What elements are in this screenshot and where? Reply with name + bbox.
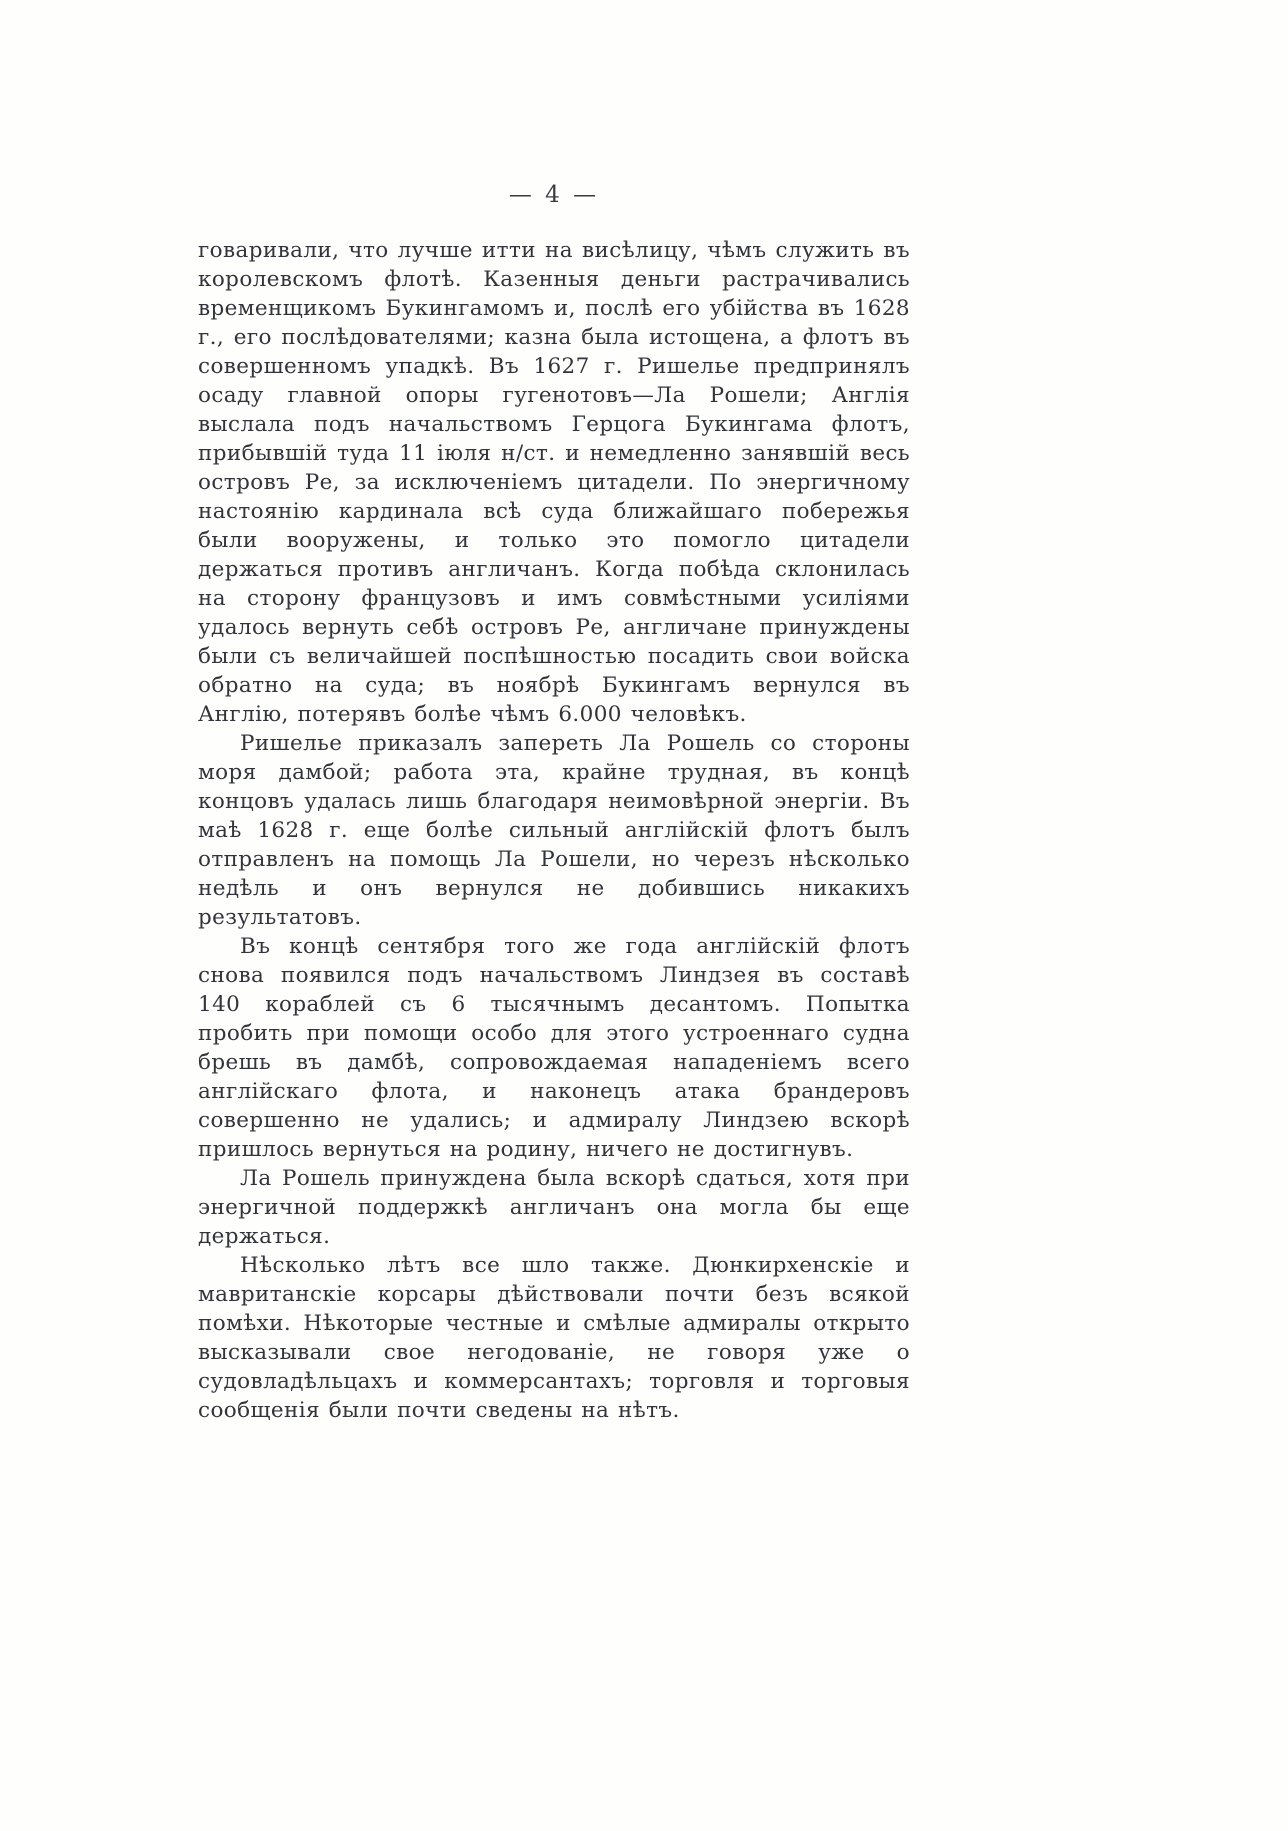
paragraph: Нѣсколько лѣтъ все шло также. Дюнкирхенскіе и мавританскіе корсары дѣйствовали почти безъ всякой помѣхи. Нѣкоторые честные и смѣлые адмиралы открыто высказывали свое негодованіе, не говоря уже о судовладѣльцахъ и коммерсантахъ; торговля и торговыя сообщенія были почти сведены на нѣтъ. — [198, 1253, 910, 1423]
page-content-area — [198, 182, 910, 1425]
paragraph: говаривали, что лучше итти на висѣлицу, чѣмъ служить въ королевскомъ флотѣ. Казенныя деньги растрачивались временщикомъ Букингамомъ и, послѣ его убійства въ 1628 г., его послѣдователями; казна была истощена, а флотъ въ совершенномъ упадкѣ. Въ 1627 г. Ришелье предпринялъ осаду главной опоры гугенотовъ—Ла Рошели; Англія выслала подъ начальствомъ Герцога Букингама флотъ, прибывшій туда 11 іюля н/ст. и немедленно занявшій весь островъ Ре, за исключеніемъ цитадели. По энергичному настоянію кардинала всѣ суда ближайшаго побережья были вооружены, и только это помогло цитадели держаться противъ англичанъ. Когда побѣда склонилась на сторону французовъ и имъ совмѣстными усиліями удалось вернуть себѣ островъ Ре, англичане принуждены были съ величайшей поспѣшностью посадить свои войска обратно на суда; въ ноябрѣ Букингамъ вернулся въ Англію, потерявъ болѣе чѣмъ 6.000 человѣкъ. — [198, 238, 910, 727]
paragraph: Ришелье приказалъ запереть Ла Рошель со стороны моря дамбой; работа эта, крайне трудная, въ концѣ концовъ удалась лишь благодаря неимовѣрной энергіи. Въ маѣ 1628 г. еще болѣе сильный англійскій флотъ былъ отправленъ на помощь Ла Рошели, но черезъ нѣсколько недѣль и онъ вернулся не добившись никакихъ результатовъ. — [198, 731, 910, 930]
paragraph: Въ концѣ сентября того же года англійскій флотъ снова появился подъ начальствомъ Линдзея въ составѣ 140 кораблей съ 6 тысячнымъ десантомъ. Попытка пробить при помощи особо для этого устроеннаго судна брешь въ дамбѣ, сопровождаемая нападеніемъ всего англійскаго флота, и наконецъ атака брандеровъ совершенно не удались; и адмиралу Линдзею вскорѣ пришлось вернуться на родину, ничего не достигнувъ. — [198, 934, 910, 1162]
text-block — [198, 236, 910, 1425]
paragraph: Ла Рошель принуждена была вскорѣ сдаться, хотя при энергичной поддержкѣ англичанъ она могла бы еще держаться. — [198, 1166, 910, 1249]
page-number: — 4 — — [508, 182, 600, 208]
